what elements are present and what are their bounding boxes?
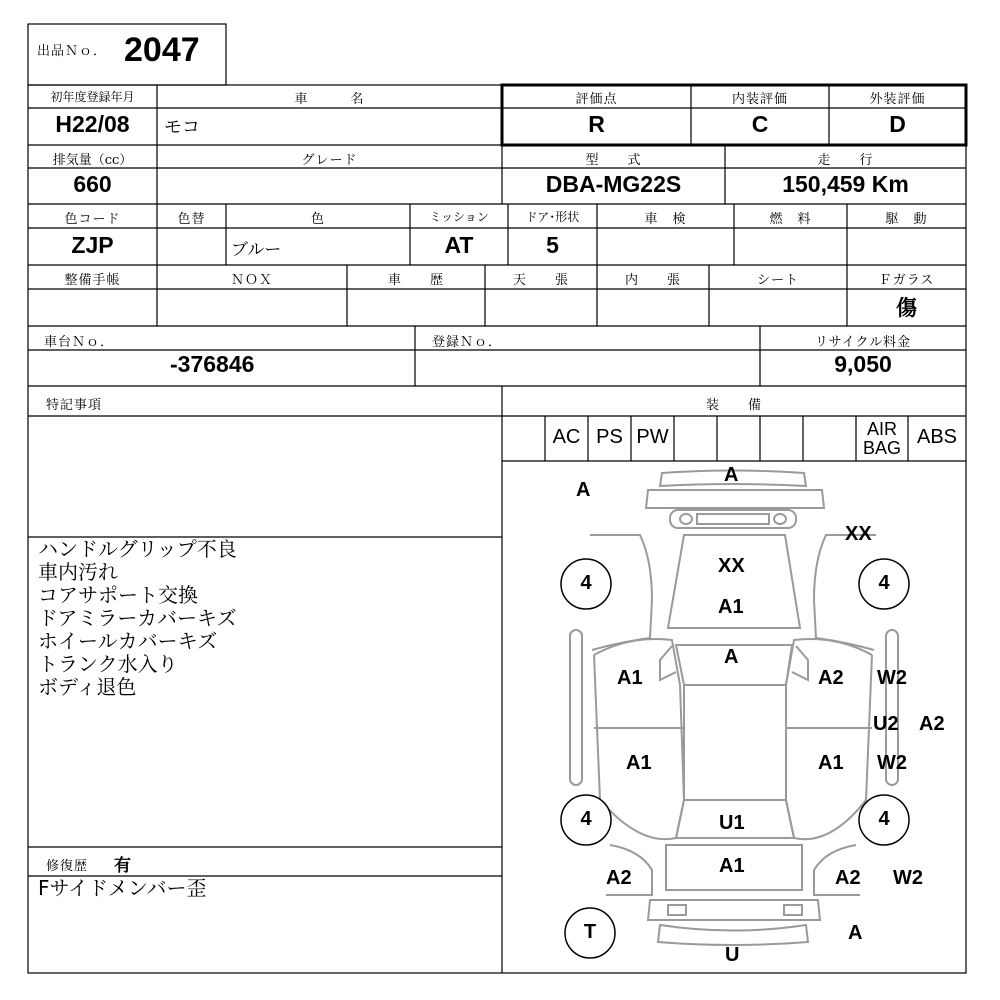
remark-item: ハンドルグリップ不良 [38, 537, 237, 561]
damage-mark: A [724, 646, 739, 668]
service-book-label: 整備手帳 [64, 273, 121, 288]
remarks-list [38, 538, 237, 699]
color-label: 色 [310, 212, 325, 227]
roof-label: 天 張 [512, 273, 569, 288]
repair-history-label: 修復歴 [46, 859, 89, 874]
drive-label: 駆 動 [885, 212, 928, 227]
mileage-label: 走 行 [817, 153, 874, 168]
repaint-label: 色替 [177, 212, 206, 227]
damage-mark: W2 [893, 867, 923, 889]
remarks-label: 特記事項 [46, 398, 103, 413]
lot-number: 2047 [124, 31, 200, 69]
equipment-abs: ABS [916, 426, 958, 448]
damage-mark: U1 [719, 812, 745, 834]
damage-mark: A1 [626, 752, 652, 774]
displacement-label: 排気量（cc） [52, 153, 133, 168]
damage-mark: A2 [606, 867, 632, 889]
lot-number-label: 出品Ｎｏ． [37, 44, 108, 59]
damage-mark: A [848, 922, 863, 944]
damage-mark: A [576, 479, 591, 501]
model-value: DBA-MG22S [545, 171, 682, 197]
damage-mark: A2 [818, 667, 844, 689]
color-code-label: 色コード [64, 212, 121, 227]
damage-mark: U2 [873, 713, 899, 735]
damage-mark: A1 [818, 752, 844, 774]
mileage-value: 150,459 Km [782, 171, 909, 197]
model-label: 型 式 [585, 153, 642, 168]
door-shape-label: ドア･形状 [525, 210, 580, 224]
color-value: ブルー [231, 240, 282, 260]
remark-item: コアサポート交換 [38, 583, 198, 607]
damage-mark: A2 [919, 713, 945, 735]
score-value: R [588, 111, 605, 137]
tire-front-right: 4 [878, 572, 890, 594]
equipment-pw: PW [636, 426, 669, 448]
equipment-ac: AC [552, 426, 581, 448]
front-glass-label: Ｆガラス [878, 273, 935, 288]
chassis-value: -376846 [170, 351, 255, 377]
first-registration-value: H22/08 [55, 111, 130, 137]
seat-label: シート [756, 273, 799, 288]
remark-item: 車内汚れ [38, 560, 118, 584]
exterior-label: 外装評価 [869, 92, 926, 107]
tire-front-left: 4 [580, 572, 592, 594]
damage-mark: W2 [877, 667, 907, 689]
color-code-value: ZJP [71, 232, 114, 258]
chassis-label: 車台Ｎｏ． [44, 335, 115, 350]
interior-label: 内装評価 [731, 92, 788, 107]
registration-label: 登録Ｎｏ． [432, 335, 503, 350]
repair-note: Fサイドメンバー歪 [38, 876, 207, 900]
damage-mark: W2 [877, 752, 907, 774]
interior-lining-label: 内 張 [624, 273, 681, 288]
door-shape-value: 5 [546, 232, 559, 258]
inspection-label: 車 検 [644, 212, 687, 227]
damage-mark: A1 [617, 667, 643, 689]
exterior-value: D [889, 111, 906, 137]
transmission-label: ミッション [429, 210, 489, 224]
repair-history-value: 有 [114, 856, 131, 876]
damage-mark: A2 [835, 867, 861, 889]
nox-label: ＮＯＸ [230, 273, 273, 288]
equipment-airbag-bottom: BAG [862, 438, 901, 458]
remark-item: トランク水入り [38, 652, 178, 676]
damage-mark: A1 [718, 596, 744, 618]
damage-mark: A1 [719, 855, 745, 877]
fuel-label: 燃 料 [769, 212, 812, 227]
damage-mark: XX [845, 523, 872, 545]
history-label: 車 歴 [387, 273, 444, 288]
equipment-airbag-top: AIR [866, 419, 897, 439]
remark-item: ドアミラーカバーキズ [38, 606, 237, 630]
displacement-value: 660 [73, 171, 112, 197]
equipment-ps: PS [596, 426, 623, 448]
recycle-value: 9,050 [834, 351, 892, 377]
remark-item: ホイールカバーキズ [38, 629, 218, 653]
tire-spare: T [583, 921, 597, 943]
recycle-label: リサイクル料金 [814, 335, 912, 350]
first-registration-label: 初年度登録年月 [50, 90, 135, 104]
car-name-value: モコ [164, 117, 200, 138]
damage-mark: A [724, 464, 739, 486]
front-glass-value: 傷 [896, 295, 917, 320]
remark-item: ボディ退色 [38, 675, 137, 699]
tire-rear-left: 4 [580, 808, 592, 830]
car-name-label: 車 名 [294, 92, 365, 107]
grade-label: グレード [301, 153, 358, 168]
tire-rear-right: 4 [878, 808, 890, 830]
damage-mark: U [725, 944, 740, 966]
equipment-label: 装 備 [705, 398, 762, 413]
transmission-value: AT [444, 232, 474, 258]
interior-value: C [751, 111, 769, 137]
score-label: 評価点 [575, 92, 618, 107]
damage-mark: XX [718, 555, 745, 577]
